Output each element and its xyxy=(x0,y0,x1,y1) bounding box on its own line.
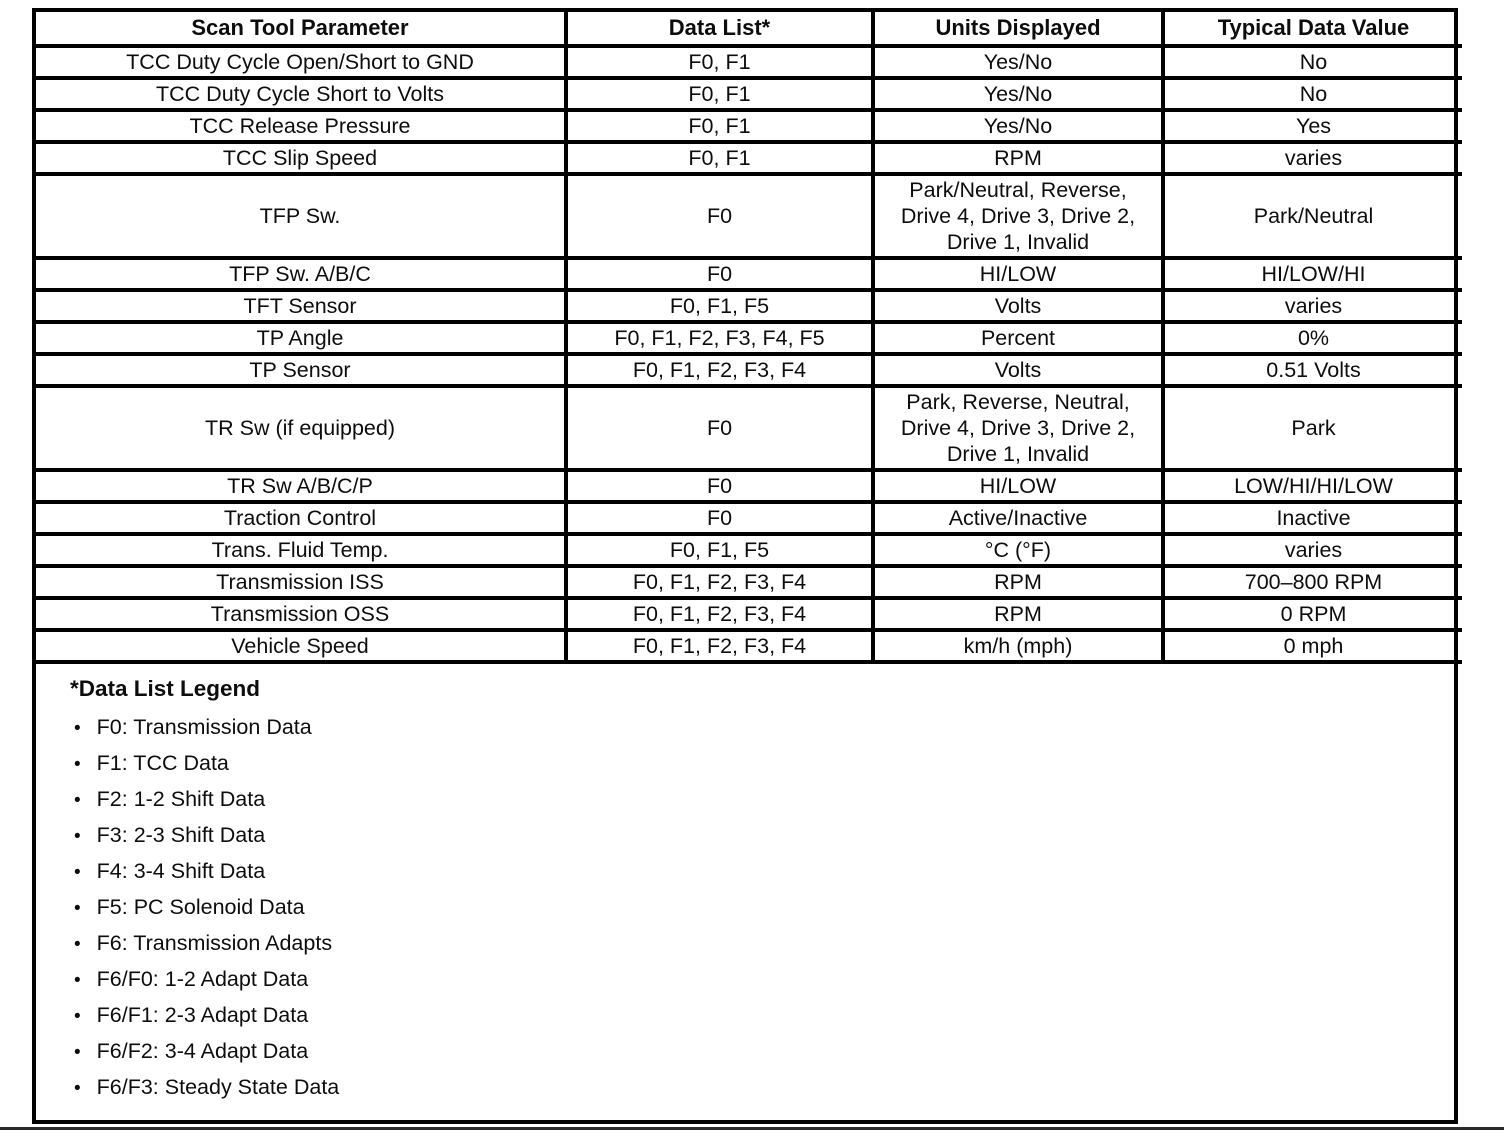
cell-parameter: TFP Sw. xyxy=(36,174,566,258)
cell-parameter: TR Sw A/B/C/P xyxy=(36,470,566,502)
legend-item xyxy=(74,926,1430,962)
table-head xyxy=(36,12,1462,46)
legend-item-text: F3: 2-3 Shift Data xyxy=(96,823,266,847)
table-row xyxy=(36,142,1462,174)
scan-tool-parameter-table xyxy=(36,12,1462,664)
data-list-legend xyxy=(36,664,1454,1120)
bullet-icon: • xyxy=(74,826,81,847)
table-row xyxy=(36,258,1462,290)
cell-parameter: TFP Sw. A/B/C xyxy=(36,258,566,290)
table-header-row xyxy=(36,12,1462,46)
legend-item-text: F6/F3: Steady State Data xyxy=(96,1075,340,1099)
bullet-icon: • xyxy=(74,934,81,955)
cell-units-displayed: RPM xyxy=(873,566,1163,598)
cell-units-displayed: Percent xyxy=(873,322,1163,354)
cell-parameter: TP Sensor xyxy=(36,354,566,386)
cell-units-displayed: Yes/No xyxy=(873,110,1163,142)
cell-data-list: F0 xyxy=(566,174,873,258)
cell-data-list: F0, F1, F2, F3, F4 xyxy=(566,354,873,386)
bullet-icon: • xyxy=(74,718,81,739)
legend-item xyxy=(74,1070,1430,1106)
cell-units-displayed: Volts xyxy=(873,354,1163,386)
cell-data-list: F0, F1 xyxy=(566,142,873,174)
bullet-icon: • xyxy=(74,790,81,811)
cell-typical-data-value: Yes xyxy=(1163,110,1462,142)
cell-typical-data-value: 0 mph xyxy=(1163,630,1462,662)
cell-parameter: Transmission ISS xyxy=(36,566,566,598)
cell-typical-data-value: varies xyxy=(1163,290,1462,322)
cell-typical-data-value: LOW/HI/HI/LOW xyxy=(1163,470,1462,502)
legend-item-text: F1: TCC Data xyxy=(96,751,229,775)
cell-parameter: TP Angle xyxy=(36,322,566,354)
table-row xyxy=(36,46,1462,78)
cell-units-displayed: Park/Neutral, Reverse, Drive 4, Drive 3, Drive 2, Drive 1, Invalid xyxy=(873,174,1163,258)
cell-typical-data-value: Park xyxy=(1163,386,1462,470)
table-row xyxy=(36,110,1462,142)
bullet-icon: • xyxy=(74,1078,81,1099)
legend-item xyxy=(74,890,1430,926)
cell-parameter: TCC Slip Speed xyxy=(36,142,566,174)
col-header-units-displayed: Units Displayed xyxy=(873,12,1163,46)
cell-units-displayed: HI/LOW xyxy=(873,470,1163,502)
page-bottom-rule xyxy=(0,1127,1504,1130)
table-row xyxy=(36,630,1462,662)
cell-units-displayed: Volts xyxy=(873,290,1163,322)
cell-data-list: F0, F1, F2, F3, F4 xyxy=(566,566,873,598)
bullet-icon: • xyxy=(74,898,81,919)
table-row xyxy=(36,322,1462,354)
cell-typical-data-value: varies xyxy=(1163,142,1462,174)
legend-item xyxy=(74,746,1430,782)
legend-item-text: F0: Transmission Data xyxy=(96,715,312,739)
legend-list xyxy=(70,710,1430,1106)
cell-data-list: F0, F1, F5 xyxy=(566,290,873,322)
col-header-typical-data-value: Typical Data Value xyxy=(1163,12,1462,46)
legend-item xyxy=(74,962,1430,998)
legend-item xyxy=(74,782,1430,818)
cell-units-displayed: RPM xyxy=(873,598,1163,630)
col-header-scan-tool-parameter: Scan Tool Parameter xyxy=(36,12,566,46)
legend-item xyxy=(74,998,1430,1034)
table-row xyxy=(36,502,1462,534)
cell-units-displayed: km/h (mph) xyxy=(873,630,1163,662)
legend-item-text: F4: 3-4 Shift Data xyxy=(96,859,266,883)
legend-item-text: F6/F1: 2-3 Adapt Data xyxy=(96,1003,309,1027)
cell-parameter: Transmission OSS xyxy=(36,598,566,630)
cell-units-displayed: Yes/No xyxy=(873,46,1163,78)
cell-data-list: F0, F1, F5 xyxy=(566,534,873,566)
cell-typical-data-value: HI/LOW/HI xyxy=(1163,258,1462,290)
cell-typical-data-value: 0.51 Volts xyxy=(1163,354,1462,386)
cell-typical-data-value: Inactive xyxy=(1163,502,1462,534)
legend-item-text: F5: PC Solenoid Data xyxy=(96,895,305,919)
cell-typical-data-value: 0% xyxy=(1163,322,1462,354)
bullet-icon: • xyxy=(74,862,81,883)
cell-typical-data-value: Park/Neutral xyxy=(1163,174,1462,258)
cell-typical-data-value: 0 RPM xyxy=(1163,598,1462,630)
bullet-icon: • xyxy=(74,754,81,775)
cell-units-displayed: RPM xyxy=(873,142,1163,174)
legend-item xyxy=(74,1034,1430,1070)
cell-data-list: F0 xyxy=(566,502,873,534)
table-row xyxy=(36,598,1462,630)
cell-units-displayed: Yes/No xyxy=(873,78,1163,110)
legend-item xyxy=(74,710,1430,746)
cell-data-list: F0 xyxy=(566,258,873,290)
bullet-icon: • xyxy=(74,1042,81,1063)
legend-item-text: F6: Transmission Adapts xyxy=(96,931,333,955)
bullet-icon: • xyxy=(74,1006,81,1027)
cell-data-list: F0 xyxy=(566,470,873,502)
table-row xyxy=(36,534,1462,566)
cell-units-displayed: Active/Inactive xyxy=(873,502,1163,534)
cell-data-list: F0, F1 xyxy=(566,78,873,110)
cell-parameter: Trans. Fluid Temp. xyxy=(36,534,566,566)
table-row xyxy=(36,386,1462,470)
table-row xyxy=(36,566,1462,598)
legend-item-text: F2: 1-2 Shift Data xyxy=(96,787,266,811)
table-row xyxy=(36,78,1462,110)
cell-parameter: TCC Duty Cycle Short to Volts xyxy=(36,78,566,110)
cell-parameter: TR Sw (if equipped) xyxy=(36,386,566,470)
cell-typical-data-value: varies xyxy=(1163,534,1462,566)
table-row xyxy=(36,470,1462,502)
cell-typical-data-value: No xyxy=(1163,46,1462,78)
legend-item xyxy=(74,854,1430,890)
cell-parameter: TCC Release Pressure xyxy=(36,110,566,142)
cell-parameter: Vehicle Speed xyxy=(36,630,566,662)
cell-parameter: TFT Sensor xyxy=(36,290,566,322)
table-body xyxy=(36,46,1462,662)
cell-data-list: F0, F1, F2, F3, F4, F5 xyxy=(566,322,873,354)
table-row xyxy=(36,354,1462,386)
legend-item-text: F6/F0: 1-2 Adapt Data xyxy=(96,967,309,991)
table-row xyxy=(36,290,1462,322)
cell-parameter: Traction Control xyxy=(36,502,566,534)
table-row xyxy=(36,174,1462,258)
cell-typical-data-value: 700–800 RPM xyxy=(1163,566,1462,598)
cell-data-list: F0, F1 xyxy=(566,46,873,78)
cell-data-list: F0, F1, F2, F3, F4 xyxy=(566,598,873,630)
legend-title: *Data List Legend xyxy=(70,676,261,701)
cell-typical-data-value: No xyxy=(1163,78,1462,110)
cell-data-list: F0, F1 xyxy=(566,110,873,142)
cell-data-list: F0, F1, F2, F3, F4 xyxy=(566,630,873,662)
scan-tool-parameter-sheet xyxy=(32,8,1458,1124)
cell-data-list: F0 xyxy=(566,386,873,470)
legend-item xyxy=(74,818,1430,854)
cell-units-displayed: Park, Reverse, Neutral, Drive 4, Drive 3, Drive 2, Drive 1, Invalid xyxy=(873,386,1163,470)
legend-item-text: F6/F2: 3-4 Adapt Data xyxy=(96,1039,309,1063)
cell-units-displayed: HI/LOW xyxy=(873,258,1163,290)
bullet-icon: • xyxy=(74,970,81,991)
col-header-data-list: Data List* xyxy=(566,12,873,46)
cell-parameter: TCC Duty Cycle Open/Short to GND xyxy=(36,46,566,78)
cell-units-displayed: °C (°F) xyxy=(873,534,1163,566)
